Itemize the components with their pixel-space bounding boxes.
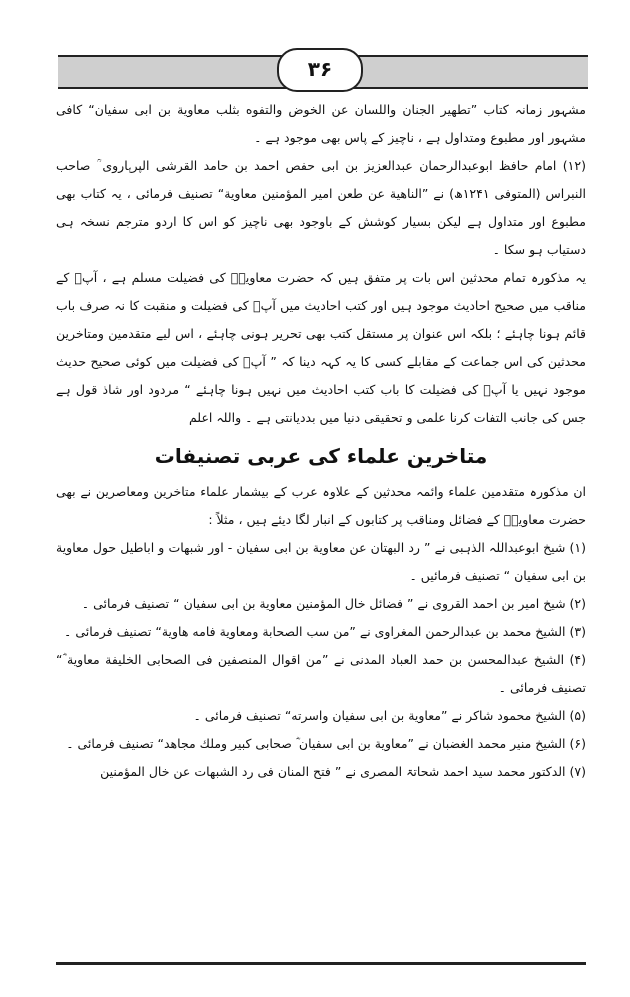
list-item: (۷) الدکتور محمد سید احمد شحاتۃ المصری نے ” فتح المنان فى رد الشبهات عن خال المؤمنين [100,764,586,779]
section-heading: متاخرین علماء کی عربی تصنیفات [154,444,488,468]
body-text [56,96,586,786]
bottom-rule [56,962,586,965]
list-item: (۶) الشیخ منیر محمد الغضبان نے ”معاوية بن ابى سفيان ؓ صحابى كبير وملك مجاهد“ تصنیف فرمائی ۔ [66,736,586,751]
paragraph-1: مشہور زمانہ کتاب ”تطهير الجنان واللسان عن الخوض والتفوه بثلب معاوية بن ابى سفيان“ کافی مشہور اور مطبوع ومتداول ہے ، ناچیز کے پاس بھی موجود ہے ۔ [56,102,586,145]
list-item: (۳) الشیخ محمد بن عبدالرحمن المغراوی نے ”من سب الصحابة ومعاوية فامه هاوية“ تصنیف فرمائی ۔ [64,624,586,639]
paragraph-2: (۱۲) امام حافظ ابوعبدالرحمان عبدالعزیز بن ابی حفص احمد بن حامد القرشی الپرہاروی ؒ صاحب النبراس (المتوفی ۱۲۴۱ھ) نے ”الناهية عن طعن امير المؤمنين معاوية“ تصنیف فرمائی ، یہ کتاب بھی مطبوع اور متداول ہے لیکن بسیار کوشش کے باوجود بھی ناچیز کو اس کا اردو مترجم نسخہ ہی دستیاب ہو سکا ۔ [56,158,586,257]
page-number: ۳۶ [277,48,363,92]
paragraph-3: یہ مذکورہ تمام محدثین اس بات پر متفق ہیں کہ حضرت معاویہؓ کی فضیلت مسلم ہے ، آپؓ کے مناقب میں صحیح احادیث موجود ہیں اور کتب احادیث میں آپؓ کی فضیلت و منقبت کا نہ صرف باب قائم ہونا چاہئے ؛ بلکہ اس عنوان پر مستقل کتب بھی تحریر ہونی چاہئے ، اس لیے متقدمین ومتاخرین محدثین کی اس جماعت کے مقابلے کسی کا یہ کہہ دینا کہ ” آپؓ کی فضیلت میں کوئی صحیح حدیث موجود نہیں یا آپؓ کی فضیلت کا باب کتب احادیث میں نہیں ہونا چاہئے “ مردود اور شاذ قول ہے جس کی جانب التفات کرنا علمی و تحقیقی دنیا میں بددیانتی ہے ۔ واللہ اعلم [56,270,586,425]
list-item: (۵) الشیخ محمود شاکر نے ”معاوية بن ابى سفيان واسرته“ تصنیف فرمائی ۔ [193,708,586,723]
list-item: (۱) شیخ ابوعبداللہ الذہبی نے ” رد البهتان عن معاوية بن ابى سفيان - اور شبهات و اباطيل حول معاوية بن ابى سفيان “ تصنیف فرمائیں ۔ [56,540,586,583]
list-item: (۲) شیخ امیر بن احمد القروی نے ” فضائل خال المؤمنين معاوية بن ابى سفيان “ تصنیف فرمائی ۔ [81,596,586,611]
intro-paragraph: ان مذکورہ متقدمین علماء وائمہ محدثین کے علاوہ عرب کے بیشمار علماء متاخرین ومعاصرین نے بھی حضرت معاویہؓ کے فضائل ومناقب پر کتابوں کے انبار لگا دیئے ہیں ، مثلاً : [56,484,586,527]
list-item: (۴) الشیخ عبدالمحسن بن حمد العباد المدنی نے ”من اقوال المنصفين فى الصحابى الخليفة معاوية ؓ“ تصنیف فرمائی ۔ [56,652,586,695]
